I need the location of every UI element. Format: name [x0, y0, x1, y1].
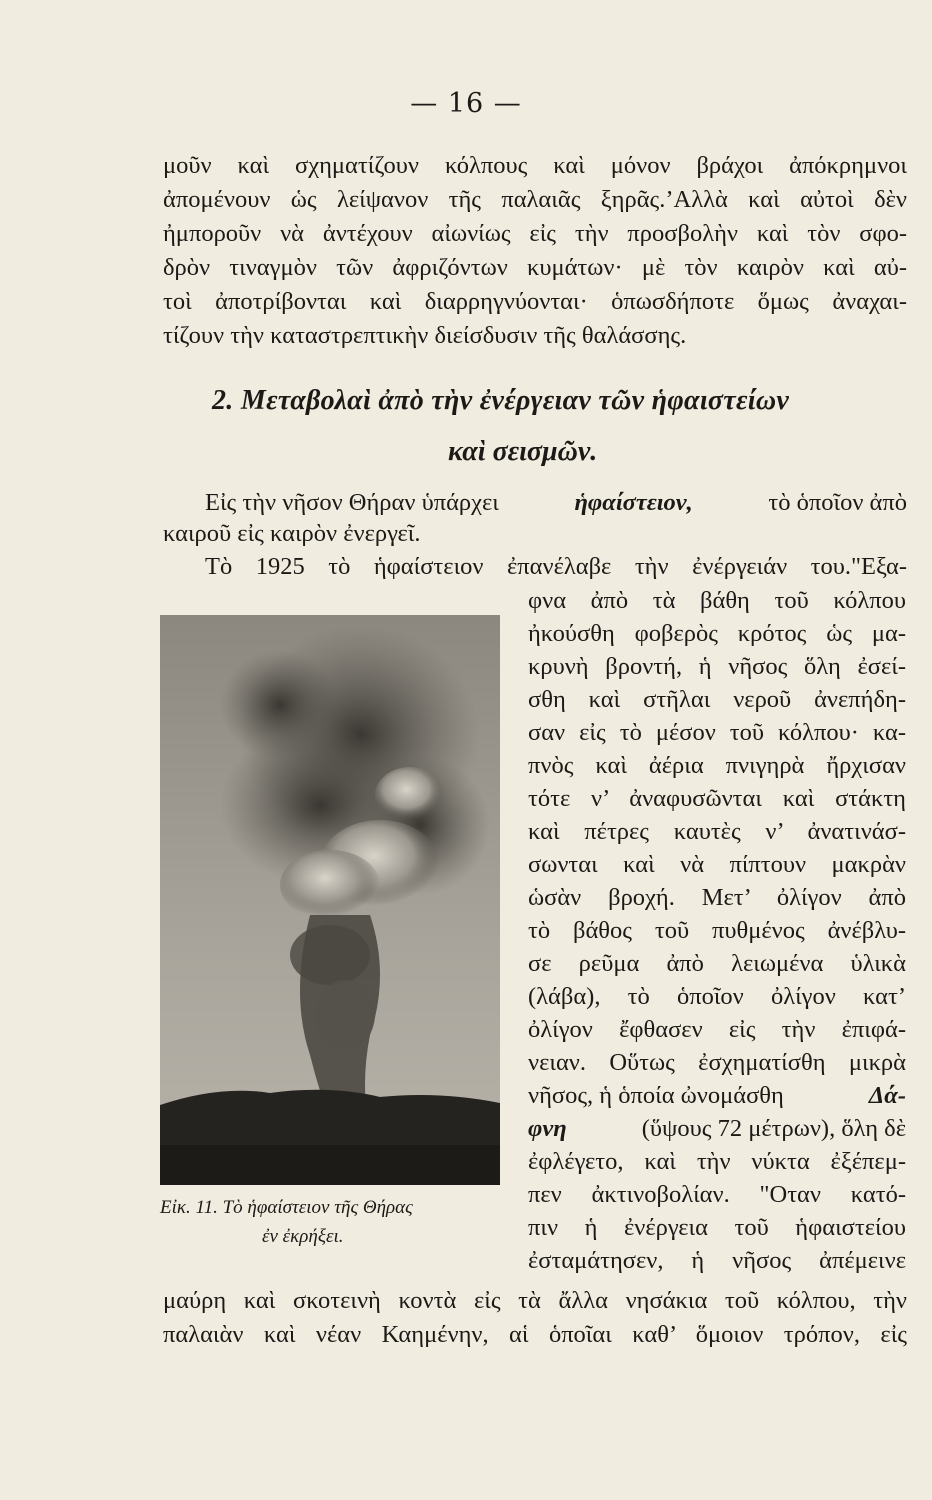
text-line: σαν εἰς τὸ μέσον τοῦ κόλπου· κα- [528, 719, 906, 746]
figure-caption: Εἰκ. 11. Τὸ ἡφαίστειον τῆς Θήρας [160, 1197, 413, 1218]
text-line: παλαιὰν καὶ νέαν Καημένην, αἱ ὁποῖαι καθ’ ὅμοιον τρόπον, εἰς [163, 1321, 907, 1348]
text-line: μοῦν καὶ σχηματίζουν κόλπους καὶ μόνον βράχοι ἀπόκρημνοι [163, 152, 907, 179]
emphasis-term: ἡφαίστειον, [574, 489, 693, 516]
emphasis-term: Δά- [868, 1082, 906, 1109]
text-line: δρὸν τιναγμὸν τῶν ἀφριζόντων κυμάτων· μὲ τὸν καιρὸν καὶ αὐ- [163, 254, 907, 281]
text-line: σωνται καὶ νὰ πίπτουν μακρὰν [528, 851, 906, 878]
text-line: καὶ πέτρες καυτὲς ν’ ἀνατινάσ- [528, 818, 906, 845]
text-line: σθη καὶ στῆλαι νεροῦ ἀνεπήδη- [528, 686, 906, 713]
text-span: νῆσος, ἡ ὁποία ὠνομάσθη [528, 1082, 784, 1109]
text-line [528, 1113, 906, 1145]
text-line: πιν ἡ ἐνέργεια τοῦ ἡφαιστείου [528, 1214, 906, 1241]
text-line: καιροῦ εἰς καιρὸν ἐνεργεῖ. [163, 520, 421, 547]
text-line: ὀλίγον ἔφθασεν εἰς τὴν ἐπιφά- [528, 1016, 906, 1043]
text-line: μαύρη καὶ σκοτεινὴ κοντὰ εἰς τὰ ἄλλα νησάκια τοῦ κόλπου, τὴν [163, 1287, 907, 1314]
figure-caption-cont: ἐν ἐκρήξει. [262, 1226, 344, 1247]
eruption-photo [160, 615, 500, 1185]
text-line: τίζουν τὴν καταστρεπτικὴν διείσδυσιν τῆς θαλάσσης. [163, 322, 687, 349]
text-line: ἠκούσθη φοβερὸς κρότος ὡς μα- [528, 620, 906, 647]
text-line: ὡσὰν βροχή. Μετ’ ὀλίγον ἀπὸ [528, 884, 906, 911]
text-line: πνὸς καὶ ἀέρια πνιγηρὰ ἤρχισαν [528, 752, 906, 779]
text-line: ἠμποροῦν νὰ ἀντέχουν αἰωνίως εἰς τὴν προσβολὴν καὶ τὸν σφο- [163, 220, 907, 247]
text-span: (ὕψους 72 μέτρων), ὅλη δὲ [641, 1115, 906, 1142]
text-line: (λάβα), τὸ ὁποῖον ὀλίγον κατ’ [528, 983, 906, 1010]
page-number: — 16 — [410, 88, 522, 119]
text-line: ἐσταμάτησεν, ἡ νῆσος ἀπέμεινε [528, 1247, 906, 1274]
text-line: τὸ βάθος τοῦ πυθμένος ἀνέβλυ- [528, 917, 906, 944]
text-line [528, 1080, 906, 1112]
text-line: τοὶ ἀποτρίβονται καὶ διαρρηγνύονται· ὁπωσδήποτε ὅμως ἀναχαι- [163, 288, 907, 315]
text-line: Τὸ 1925 τὸ ἡφαίστειον ἐπανέλαβε τὴν ἐνέργειάν του."Εξα- [205, 553, 907, 580]
text-line: ἐφλέγετο, καὶ τὴν νύκτα ἐξέπεμ- [528, 1148, 906, 1175]
text-line: πεν ἀκτινοβολίαν. "Οταν κατό- [528, 1181, 906, 1208]
section-heading-cont: καὶ σεισμῶν. [448, 436, 598, 467]
text-line: φνα ἀπὸ τὰ βάθη τοῦ κόλπου [528, 587, 906, 614]
text-line: κρυνὴ βροντή, ἡ νῆσος ὅλη ἐσεί- [528, 653, 906, 680]
text-line [205, 487, 907, 519]
section-heading: 2. Μεταβολαὶ ἀπὸ τὴν ἐνέργειαν τῶν ἡφαιστείων [212, 385, 790, 416]
text-line: ἀπομένουν ὡς λείψανον τῆς παλαιᾶς ξηρᾶς.’Αλλὰ καὶ αὐτοὶ δὲν [163, 186, 907, 213]
text-line: σε ρεῦμα ἀπὸ λειωμένα ὑλικὰ [528, 950, 906, 977]
text-span: Εἰς τὴν νῆσον Θήραν ὑπάρχει [205, 489, 499, 516]
emphasis-term: φνη [528, 1115, 567, 1142]
text-line: τότε ν’ ἀναφυσῶνται καὶ στάκτη [528, 785, 906, 812]
text-line: νειαν. Οὕτως ἐσχηματίσθη μικρὰ [528, 1049, 906, 1076]
text-span: τὸ ὁποῖον ἀπὸ [768, 489, 907, 516]
